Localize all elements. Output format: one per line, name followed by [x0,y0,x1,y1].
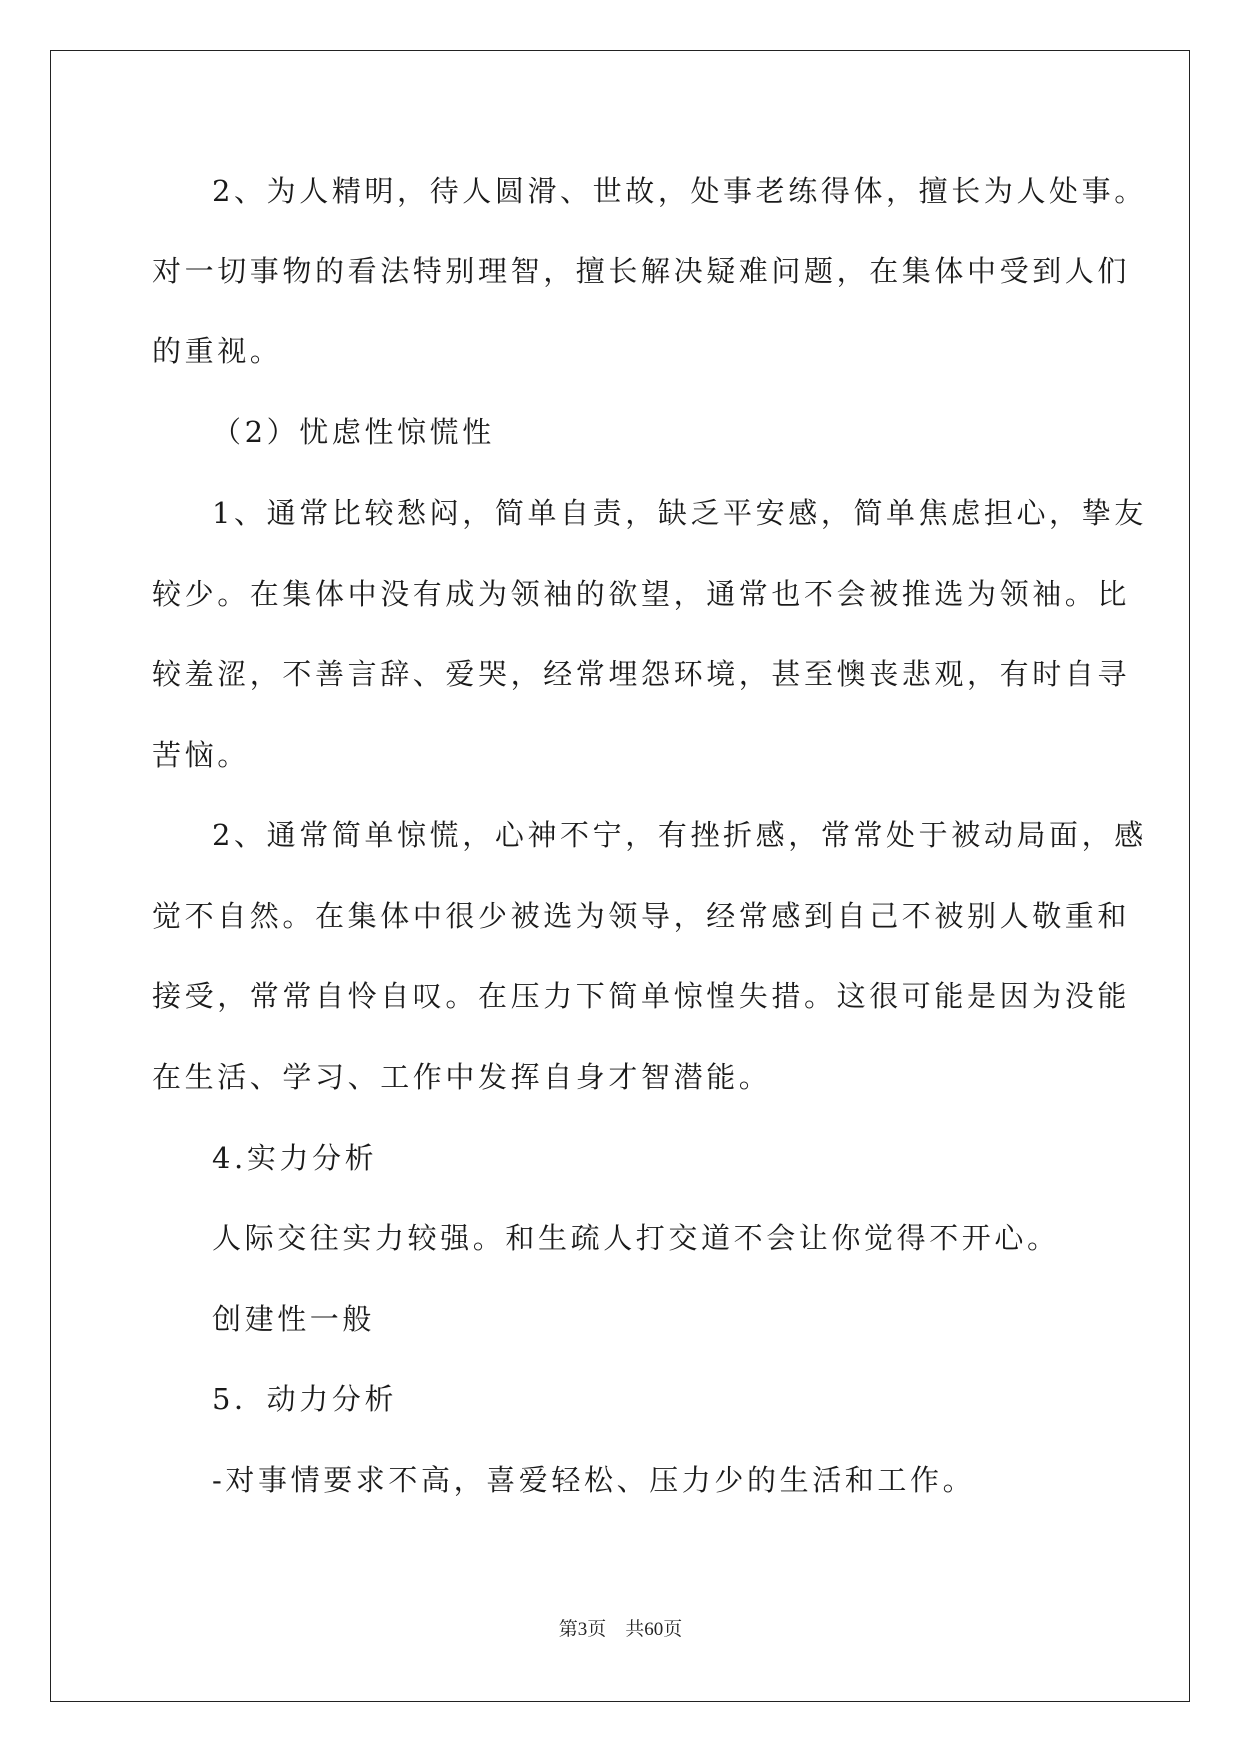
paragraph-line: -对事情要求不高，喜爱轻松、压力少的生活和工作。 [212,1463,976,1497]
paragraph-line: 苦恼。 [152,738,250,772]
paragraph-line: 创建性一般 [212,1302,376,1336]
section-heading: （2）忧虑性惊慌性 [212,415,495,449]
page-border [50,50,1190,1702]
page-suffix: 页 [663,1619,683,1640]
page-current: 3 [577,1619,588,1640]
paragraph-line: 较少。在集体中没有成为领袖的欲望，通常也不会被推选为领袖。比 [152,577,1131,611]
paragraph-line: 人际交往实力较强。和生疏人打交道不会让你觉得不开心。 [212,1221,1060,1255]
paragraph-line: 的重视。 [152,334,283,368]
paragraph-line: 觉不自然。在集体中很少被选为领导，经常感到自己不被别人敬重和 [152,899,1131,933]
paragraph-line: 较羞涩，不善言辞、爱哭，经常埋怨环境，甚至懊丧悲观，有时自寻 [152,657,1131,691]
section-heading: 5．动力分析 [212,1382,398,1416]
section-heading: 4.实力分析 [212,1141,378,1175]
paragraph-line: 在生活、学习、工作中发挥自身才智潜能。 [152,1060,772,1094]
paragraph-line: 对一切事物的看法特别理智，擅长解决疑难问题，在集体中受到人们 [152,254,1131,288]
paragraph-line: 接受，常常自怜自叹。在压力下简单惊惶失措。这很可能是因为没能 [152,979,1131,1013]
page-mid: 页 共 [587,1619,645,1640]
page-total: 60 [644,1619,664,1640]
page-prefix: 第 [558,1619,578,1640]
page-number-footer [0,1618,1241,1642]
paragraph-line: 2、通常简单惊慌，心神不宁，有挫折感，常常处于被动局面，感 [212,818,1147,852]
paragraph-line: 1、通常比较愁闷，简单自责，缺乏平安感，简单焦虑担心，挚友 [212,496,1147,530]
paragraph-line: 2、为人精明，待人圆滑、世故，处事老练得体，擅长为人处事。 [212,174,1147,208]
